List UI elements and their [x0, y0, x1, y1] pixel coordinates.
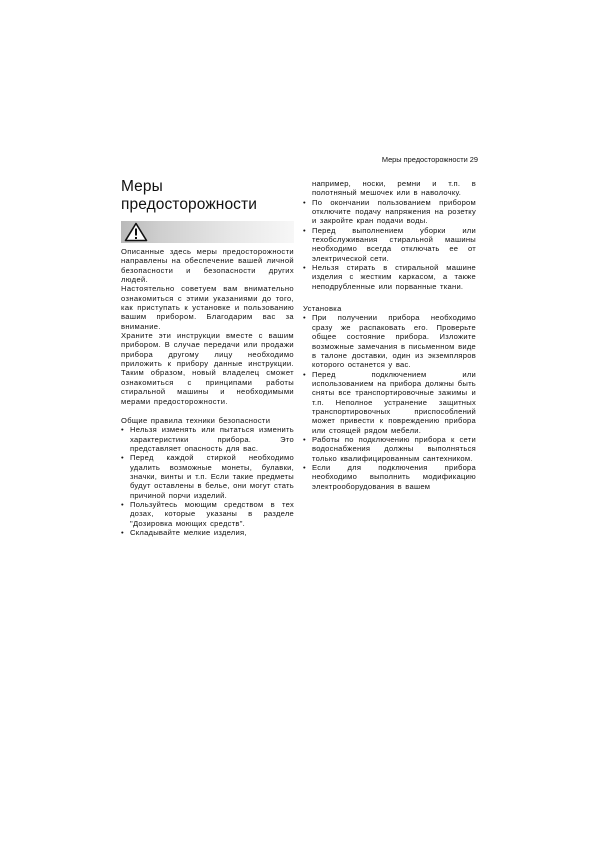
section-heading-general-safety: Общие правила техники безопасности [121, 415, 271, 425]
intro-paragraph: Описанные здесь меры предосторожности направлены на обеспечение вашей личной безопасности и безопасности других людей. [121, 247, 294, 285]
installation-list [303, 313, 476, 491]
list-item: • Перед выполнением уборки или техобслуживания стиральной машины необходимо всегда отключать ее от электрической сети. [303, 226, 476, 263]
list-item: • По окончании пользованием прибором отключите подачу напряжения на розетку и закройте кран подачи воды. [303, 198, 476, 226]
left-column [121, 178, 294, 537]
page-title-line-1: Меры [121, 178, 163, 195]
intro-paragraph: Храните эти инструкции вместе с вашим прибором. В случае передачи или продажи прибора другому лицу необходимо приложить к прибору данные инструкции. Таким образом, новый владелец сможет ознакомиться с принципами работы стиральной машины и необходимыми мерами предосторожности. [121, 331, 294, 406]
intro-paragraph: Настоятельно советуем вам внимательно ознакомиться с этими указаниями до того, как приступать к установке и пользованию вашим прибором. Благодарим вас за внимание. [121, 284, 294, 331]
page-title [121, 178, 294, 213]
list-item: • При получении прибора необходимо сразу же распаковать его. Проверьте общее состояние прибора. Изложите возможные замечания в письменном виде в талоне доставки, один из экземпляров которого останется у вас. [303, 313, 476, 369]
list-item: • Нельзя изменять или пытаться изменить характеристики прибора. Это представляет опасность для вас. [121, 425, 294, 453]
warning-banner [121, 221, 294, 243]
list-item: • Перед каждой стиркой необходимо удалить возможные монеты, булавки, значки, винты и т.п. Если такие предметы будут оставлены в белье, они могут стать причиной порчи изделий. [121, 453, 294, 500]
general-safety-list [121, 425, 294, 537]
list-item: • Перед подключением или использованием на прибора должны быть сняты все транспортировочные зажимы и т.п. Неполное устранение защитных транспортировочных приспособлений может привести к повреждению прибора или стоящей рядом мебели. [303, 370, 476, 435]
list-item: • Если для подключения прибора необходимо выполнить модификацию электрооборудования в вашем [303, 463, 476, 491]
list-item-continuation: например, носки, ремни и т.п. в полотняный мешочек или в наволочку. [312, 179, 476, 198]
list-item: • Работы по подключению прибора к сети водоснабжения должны выполняться только квалифицированным сантехником. [303, 435, 476, 463]
page-title-line-2: предосторожности [121, 195, 257, 213]
general-safety-list-continued [303, 179, 476, 291]
list-item: • Пользуйтесь моющим средством в тех дозах, которые указаны в разделе "Дозировка моющих средств". [121, 500, 294, 528]
warning-triangle-icon [124, 222, 148, 242]
running-header: Меры предосторожности 29 [381, 155, 478, 164]
list-item: • Складывайте мелкие изделия, [121, 528, 294, 537]
section-heading-installation: Установка [303, 304, 342, 314]
list-item: • Нельзя стирать в стиральной машине изделия с жестким каркасом, а также неподрубленные или порванные ткани. [303, 263, 476, 291]
right-column [303, 179, 476, 491]
